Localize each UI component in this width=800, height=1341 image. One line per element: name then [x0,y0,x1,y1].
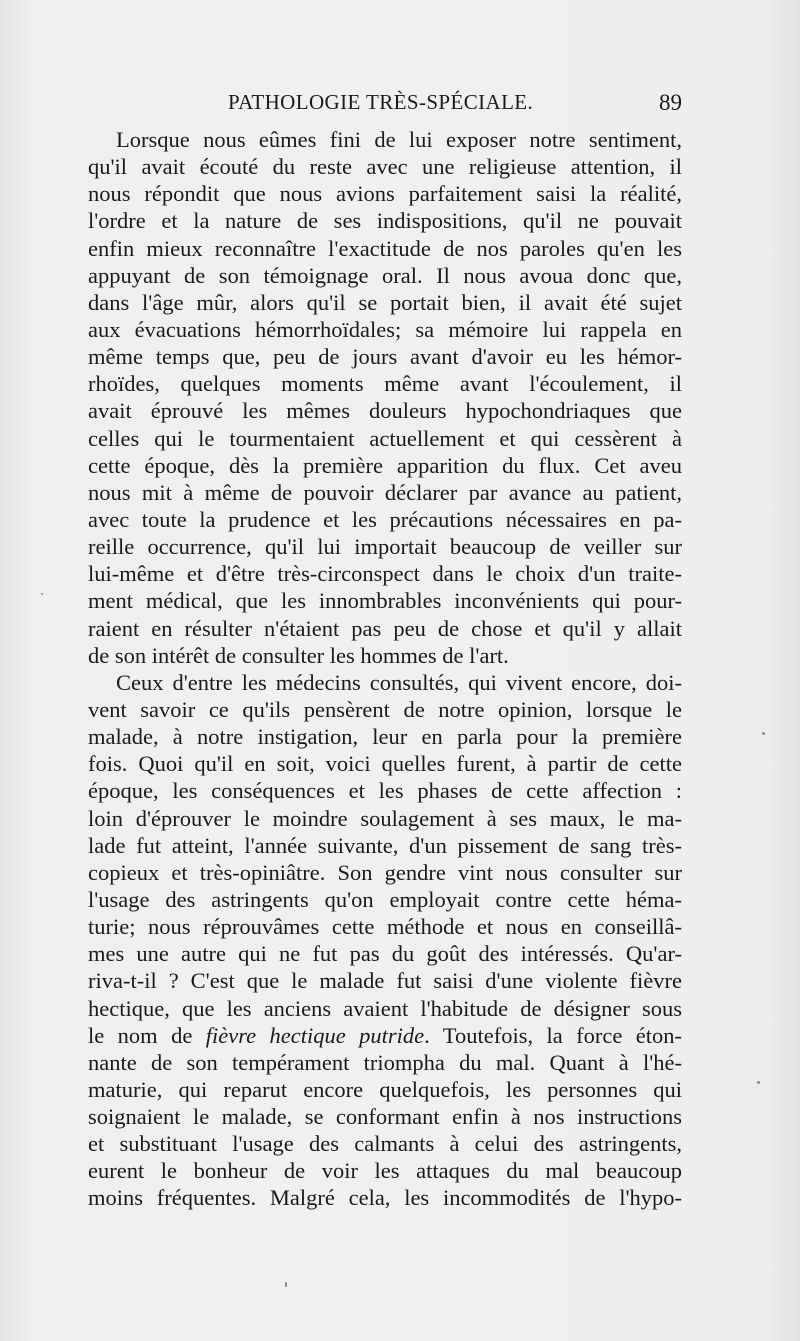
scan-speck [762,732,765,735]
text-line: dans l'âge mûr, alors qu'il se portait bien, il avait été sujet [88,289,682,315]
text-line: avec toute la prudence et les précautions nécessaires en pa- [88,506,682,532]
text-line: celles qui le tourmentaient actuellement et qui cessèrent à [88,425,682,451]
text-line: avait éprouvé les mêmes douleurs hypochondriaques que [88,398,682,424]
text-line: enfin mieux reconnaître l'exactitude de nos paroles qu'en les [88,235,682,261]
running-title: PATHOLOGIE TRÈS-SPÉCIALE. [228,90,534,114]
text-line: copieux et très-opiniâtre. Son gendre vint nous consulter sur [88,859,682,885]
body-text [88,126,682,1212]
page-number: 89 [659,90,682,115]
text-line: Ceux d'entre les médecins consultés, qui vivent encore, doi- [116,669,682,695]
scan-speck [285,1282,287,1287]
text-line: mes une autre qui ne fut pas du goût des intéressés. Qu'ar- [88,941,682,967]
text-line-with-italic [88,1022,682,1049]
text-line: Lorsque nous eûmes fini de lui exposer notre sentiment, [116,127,682,152]
text-line: lade fut atteint, l'année suivante, d'un pissement de sang très- [88,832,682,858]
text-line: qu'il avait écouté du reste avec une religieuse attention, il [88,154,682,180]
text-line: cette époque, dès la première apparition du flux. Cet aveu [88,452,682,478]
text-line: ment médical, que les innombrables inconvénients qui pour- [88,588,682,614]
text-line: fois. Quoi qu'il en soit, voici quelles furent, à partir de cette [88,751,682,777]
text-line: l'usage des astringents qu'on employait contre cette héma- [88,886,682,912]
text-segment: . Toutefois, la force éton- [424,1022,682,1048]
text-line: appuyant de son témoignage oral. Il nous avoua donc que, [88,262,682,288]
text-line: riva-t-il ? C'est que le malade fut saisi d'une violente fièvre [88,968,682,994]
text-line: lui-même et d'être très-circonspect dans le choix d'un traite- [88,561,682,587]
text-line: nous répondit que nous avions parfaitement saisi la réalité, [88,181,682,207]
text-line: eurent le bonheur de voir les attaques du mal beaucoup [88,1158,682,1184]
text-line: moins fréquentes. Malgré cela, les incommodités de l'hypo- [88,1185,682,1211]
text-line: soignaient le malade, se conformant enfin à nos instructions [88,1104,682,1130]
text-line: loin d'éprouver le moindre soulagement à ses maux, le ma- [88,805,682,831]
text-line: l'ordre et la nature de ses indispositions, qu'il ne pouvait [88,208,682,234]
text-line: hectique, que les anciens avaient l'habitude de désigner sous [88,995,682,1021]
text-line: turie; nous réprouvâmes cette méthode et nous en conseillâ- [88,914,682,940]
text-line: nous mit à même de pouvoir déclarer par avance au patient, [88,479,682,505]
text-line: maturie, qui reparut encore quelquefois, les personnes qui [88,1076,682,1102]
italic-term: fièvre hectique putride [205,1022,425,1048]
text-line: même temps que, peu de jours avant d'avoir eu les hémor- [88,344,682,370]
text-line: aux évacuations hémorrhoïdales; sa mémoire lui rappela en [88,316,682,342]
text-line: de son intérêt de consulter les hommes de l'art. [88,642,509,668]
text-line: nante de son tempérament triompha du mal. Quant à l'hé- [88,1049,682,1075]
scan-speck [41,593,43,595]
text-line: malade, à notre instigation, leur en parla pour la première [88,724,682,750]
text-segment: le nom de [88,1022,206,1048]
scan-speck [757,1081,760,1084]
text-line: et substituant l'usage des calmants à celui des astringents, [88,1131,682,1157]
text-line: rhoïdes, quelques moments même avant l'écoulement, il [88,371,682,397]
running-head [88,90,682,126]
text-line: époque, les conséquences et les phases de cette affection : [88,778,682,804]
text-line: reille occurrence, qu'il lui importait beaucoup de veiller sur [88,534,682,560]
text-line: raient en résulter n'étaient pas peu de chose et qu'il y allait [88,615,682,641]
text-line: vent savoir ce qu'ils pensèrent de notre opinion, lorsque le [88,696,682,722]
